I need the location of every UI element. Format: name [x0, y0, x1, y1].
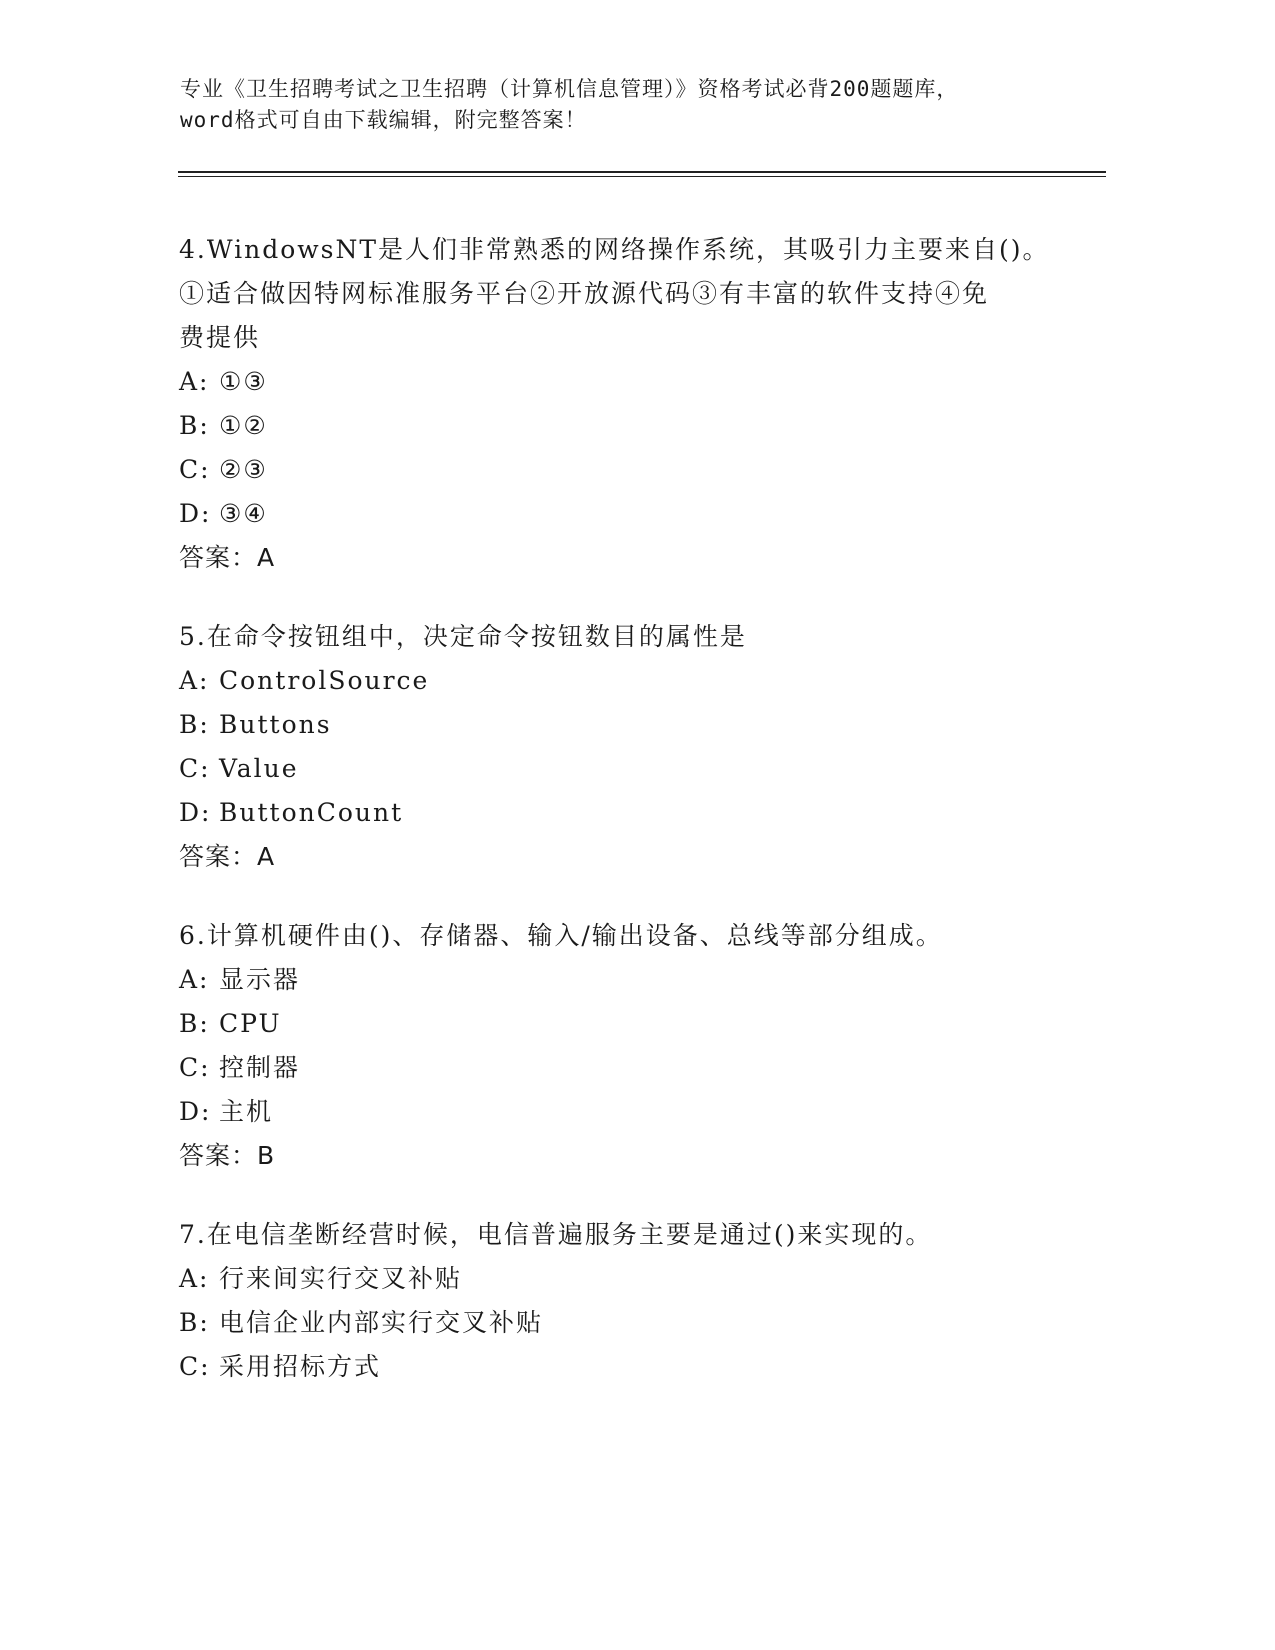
option-c: [179, 1345, 1079, 1389]
option-a: [179, 958, 1079, 1002]
answer: 答案：A: [179, 543, 276, 572]
option-c: [179, 1046, 1079, 1090]
header-line-1: 专业《卫生招聘考试之卫生招聘（计算机信息管理）》资格考试必背200题题库，: [180, 77, 959, 101]
question-text: [179, 914, 1079, 958]
option-b: [179, 1301, 1079, 1345]
answer: 答案：A: [179, 842, 276, 871]
question-line: 7.在电信垄断经营时候，电信普遍服务主要是通过()来实现的。: [179, 1220, 933, 1249]
question-5: [179, 615, 1079, 879]
option-key: B:: [179, 710, 210, 739]
question-line: 5.在命令按钮组中，决定命令按钮数目的属性是: [179, 622, 747, 651]
option-text: Buttons: [219, 710, 332, 739]
option-text: 采用招标方式: [219, 1352, 382, 1381]
option-text: 行来间实行交叉补贴: [219, 1264, 463, 1293]
option-key: C:: [179, 754, 211, 783]
option-c: [179, 747, 1079, 791]
option-key: B:: [179, 1308, 210, 1337]
option-a: [179, 659, 1079, 703]
option-text: ControlSource: [219, 666, 430, 695]
question-7: [179, 1213, 1079, 1389]
document-header: [180, 74, 1080, 136]
answer: 答案：B: [179, 1141, 276, 1170]
option-text: 控制器: [219, 1053, 301, 1082]
option-d: [179, 791, 1079, 835]
option-text: Value: [219, 754, 299, 783]
question-line: 费提供: [179, 323, 261, 352]
option-key: A:: [179, 666, 210, 695]
option-key: B:: [179, 411, 210, 440]
option-text: ①③: [219, 367, 268, 396]
question-6: [179, 914, 1079, 1178]
header-divider-top: [178, 171, 1106, 173]
option-b: [179, 1002, 1079, 1046]
option-text: 显示器: [219, 965, 301, 994]
question-text: [179, 1213, 1079, 1257]
question-text: [179, 615, 1079, 659]
question-line: 6.计算机硬件由()、存储器、输入/输出设备、总线等部分组成。: [179, 921, 943, 950]
question-text: [179, 228, 1079, 360]
option-key: D:: [179, 499, 212, 528]
option-key: C:: [179, 1053, 211, 1082]
option-key: A:: [179, 367, 210, 396]
question-list: [179, 228, 1079, 1424]
question-4: [179, 228, 1079, 580]
option-text: 主机: [219, 1097, 274, 1126]
header-line-2: word格式可自由下载编辑，附完整答案！: [180, 108, 587, 132]
option-key: D:: [179, 798, 212, 827]
option-text: CPU: [219, 1009, 282, 1038]
option-b: [179, 404, 1079, 448]
option-c: [179, 448, 1079, 492]
option-key: C:: [179, 1352, 211, 1381]
option-key: A:: [179, 1264, 210, 1293]
option-key: B:: [179, 1009, 210, 1038]
option-d: [179, 492, 1079, 536]
option-a: [179, 1257, 1079, 1301]
option-text: 电信企业内部实行交叉补贴: [219, 1308, 544, 1337]
header-divider-bottom: [178, 176, 1106, 177]
option-text: ③④: [219, 499, 268, 528]
option-text: ButtonCount: [219, 798, 404, 827]
option-d: [179, 1090, 1079, 1134]
option-text: ①②: [219, 411, 268, 440]
option-key: C:: [179, 455, 211, 484]
question-line: 4.WindowsNT是人们非常熟悉的网络操作系统，其吸引力主要来自()。: [179, 235, 1050, 264]
option-b: [179, 703, 1079, 747]
question-line: ①适合做因特网标准服务平台②开放源代码③有丰富的软件支持④免: [179, 279, 990, 308]
option-key: A:: [179, 965, 210, 994]
option-text: ②③: [219, 455, 268, 484]
option-a: [179, 360, 1079, 404]
option-key: D:: [179, 1097, 212, 1126]
